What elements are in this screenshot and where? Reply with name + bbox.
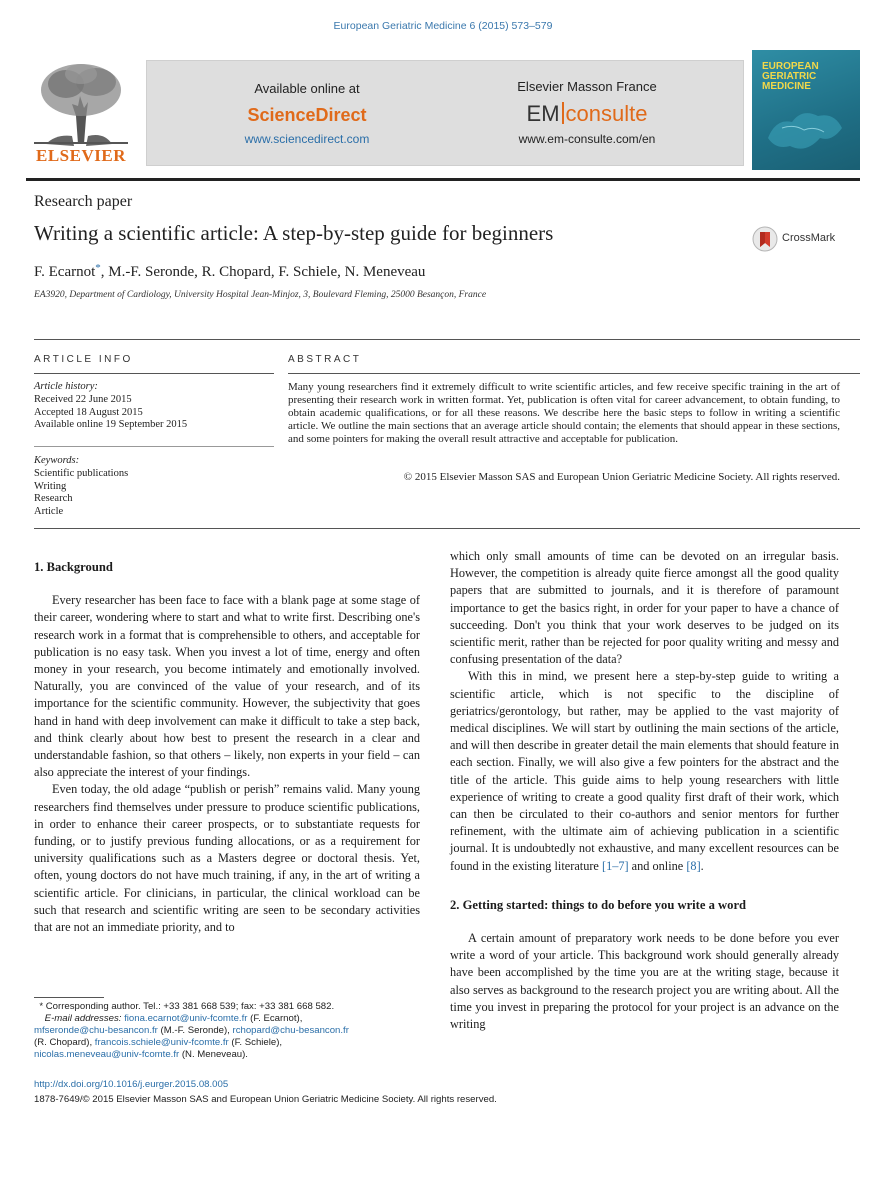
author-names-rest: , M.-F. Seronde, R. Chopard, F. Schiele, N. Meneveau <box>100 264 426 280</box>
keyword-item: Writing <box>34 480 67 492</box>
article-type: Research paper <box>34 193 133 210</box>
body-paragraph: Even today, the old adage “publish or perish” remains valid. Many young researchers find themselves under pressure to produce scientific publications, in order to enhance their career prospects, or to substantiate requests for funding, or to justify previous funding allocations, or as a requirement for university qualifications such as a Masters degree or doctoral thesis. Yet, often, young doctors do not have much training, if any, in the art of writing a scientific article. For clinicians, in particular, the clinical workload can be such that research and scientific writing are seen to be secondary activities that are not an immediate priority, and to <box>34 782 420 935</box>
keywords-block <box>34 455 274 519</box>
em-consulte-url-link[interactable]: www.em-consulte.com/en <box>518 132 656 146</box>
header-rule <box>26 178 860 181</box>
email-link[interactable]: rchopard@chu-besancon.fr <box>232 1025 349 1037</box>
publisher-banner <box>146 60 744 166</box>
history-label: Article history: <box>34 381 98 392</box>
paragraph-text: . <box>700 858 704 873</box>
email-owner: (F. Ecarnot), <box>247 1013 303 1025</box>
email-link[interactable]: francois.schiele@univ-fcomte.fr <box>94 1037 229 1049</box>
accepted-date: Accepted 18 August 2015 <box>34 406 143 418</box>
section-rule <box>34 339 860 340</box>
article-info-heading: ARTICLE INFO <box>34 354 133 365</box>
keywords-label: Keywords: <box>34 455 80 466</box>
footnotes <box>34 1001 424 1061</box>
elsevier-wordmark: ELSEVIER <box>36 146 126 165</box>
cover-title <box>762 62 852 92</box>
em-logo-left: EM <box>526 101 560 126</box>
body-column-left <box>34 559 420 936</box>
cover-title-line: EUROPEAN <box>762 61 819 72</box>
abstract-heading: ABSTRACT <box>288 354 362 365</box>
section-rule <box>288 373 860 374</box>
journal-cover-image[interactable] <box>752 50 860 170</box>
section-rule <box>34 528 860 529</box>
body-paragraph: Every researcher has been face to face with a blank page at some stage of their career, wondering where to start and what to write first. Describing one's research work in a format that is comprehensible to others, and acceptable for publication is no easy task. When you invest a lot of time, energy and often money in your research, you become intimately and emotionally involved. Naturally, you are convinced of the value of your research, and of its importance for the scientific community. However, the subjectivity that goes hand in hand with deep involvement can make it difficult to take a step back, and think clearly about how best to present the research in a clear and understandable fashion, so that others – likely, non experts in your field – can also appreciate the interest of your findings. <box>34 593 420 780</box>
cover-title-line: GERIATRIC <box>762 71 817 82</box>
section-rule <box>34 446 274 447</box>
keyword-item: Research <box>34 493 73 505</box>
paragraph-text: and online <box>628 858 687 873</box>
issn-copyright: 1878-7649/© 2015 Elsevier Masson SAS and European Union Geriatric Medicine Society. All rights reserved. <box>34 1094 497 1105</box>
crossmark-button[interactable] <box>752 226 862 252</box>
email-line <box>34 1037 424 1049</box>
author-name: F. Ecarnot <box>34 264 96 280</box>
section-rule <box>34 373 274 374</box>
doi-link[interactable]: http://dx.doi.org/10.1016/j.eurger.2015.08.005 <box>34 1079 229 1090</box>
article-history <box>34 381 274 432</box>
email-owner: (R. Chopard), <box>34 1037 95 1049</box>
email-line <box>34 1013 424 1025</box>
em-logo-right: consulte <box>565 101 648 126</box>
email-link[interactable]: mfseronde@chu-besancon.fr <box>34 1025 158 1037</box>
sciencedirect-logo[interactable]: ScienceDirect <box>247 105 367 125</box>
keyword-item: Article <box>34 506 64 518</box>
section-heading: 1. Background <box>34 560 113 574</box>
body-paragraph <box>450 668 839 874</box>
email-link[interactable]: nicolas.meneveau@univ-fcomte.fr <box>34 1049 180 1061</box>
citation-link[interactable]: [1–7] <box>601 858 629 873</box>
available-date: Available online 19 September 2015 <box>34 419 188 431</box>
paragraph-text: With this in mind, we present here a step-by-step guide to writing a scientific article, which is not specific to the discipline of geriatrics/gerontology, but rather, may be applied to the vast majority of medical disciplines. We will start by outlining the main sections of the article, and will then describe in greater detail the main elements that should feature in each section. Finally, we will also give a few pointers for the abstract and the title of the article. This guide aims to help young researchers with little experience of writing to create a good quality first draft of their work, which can then be circulated to their co-authors and senior mentors for further refinement, with the ultimate aim of achieving publication in a scientific journal. It is undoubtedly not exhaustive, and many excellent resources can be found in the existing literature <box>450 669 839 873</box>
cover-map-graphic <box>762 98 850 162</box>
email-link[interactable]: fiona.ecarnot@univ-fcomte.fr <box>124 1013 248 1025</box>
body-paragraph: which only small amounts of time can be devoted on an irregular basis. However, the competition is already quite fierce amongst all the good quality papers that are submitted to journals, and it is therefore of paramount importance to get the basics right, in order for your paper to have a chance of succeeding. Don't you think that your work deserves to be judged on its scientific merit, rather than be rejected for poor quality writing and messy and confusing presentation of the data? <box>450 549 839 667</box>
em-logo-divider <box>562 102 564 124</box>
received-date: Received 22 June 2015 <box>34 393 132 405</box>
journal-reference-link[interactable]: European Geriatric Medicine 6 (2015) 573–579 <box>333 20 553 32</box>
section-heading: 2. Getting started: things to do before you write a word <box>450 897 747 912</box>
email-line <box>34 1049 424 1061</box>
sciencedirect-url-link[interactable]: www.sciencedirect.com <box>244 132 370 146</box>
footnote-rule <box>34 997 104 998</box>
crossmark-icon <box>752 226 778 252</box>
author-list <box>34 262 425 281</box>
keyword-item: Scientific publications <box>34 467 129 479</box>
em-consulte-logo[interactable] <box>477 101 697 127</box>
email-label: E-mail addresses: <box>44 1013 122 1025</box>
footnote-mark: * <box>39 1001 44 1012</box>
em-publisher-text: Elsevier Masson France <box>517 79 657 94</box>
email-owner: (N. Meneveau). <box>179 1049 248 1061</box>
cover-title-line: MEDICINE <box>762 81 811 92</box>
body-column-right <box>450 548 839 1033</box>
email-owner: (F. Schiele), <box>228 1037 283 1049</box>
abstract-copyright: © 2015 Elsevier Masson SAS and European Union Geriatric Medicine Society. All rights reserved. <box>403 471 840 483</box>
citation-link[interactable]: [8] <box>686 858 701 873</box>
affiliation: EA3920, Department of Cardiology, University Hospital Jean-Minjoz, 3, Boulevard Fleming, 25000 Besançon, France <box>34 290 487 300</box>
abstract-text: Many young researchers find it extremely difficult to write scientific articles, and few receive specific training in the art of presenting their research work in written format. Yet, publication is often vital for career advancement, to obtain funding, to obtain academic qualifications, or for all these reasons. We describe here the basic steps to follow in writing a scientific article. We outline the main sections that an average article should contain; the elements that should appear in these sections, and some pointers for making the overall result attractive and acceptable for publication. <box>288 381 840 445</box>
body-paragraph: A certain amount of preparatory work needs to be done before you ever write a word of your article. This background work should generally already have been accomplished by the time you are at the writing stage, because it also serves as background to the research project you are writing about. All the time you invest in preparing the protocol for your project is an advance on the writing <box>450 931 839 1032</box>
corresponding-author-note <box>34 1001 424 1013</box>
sd-available-text: Available online at <box>254 81 360 96</box>
article-title: Writing a scientific article: A step-by-step guide for beginners <box>34 221 554 245</box>
corresponding-author-link[interactable]: * <box>95 262 101 274</box>
footnote-text: Corresponding author. Tel.: +33 381 668 539; fax: +33 381 668 582. <box>45 1001 335 1012</box>
email-line <box>34 1025 424 1037</box>
email-owner: (M.-F. Seronde), <box>157 1025 233 1037</box>
crossmark-label: CrossMark <box>782 232 836 244</box>
